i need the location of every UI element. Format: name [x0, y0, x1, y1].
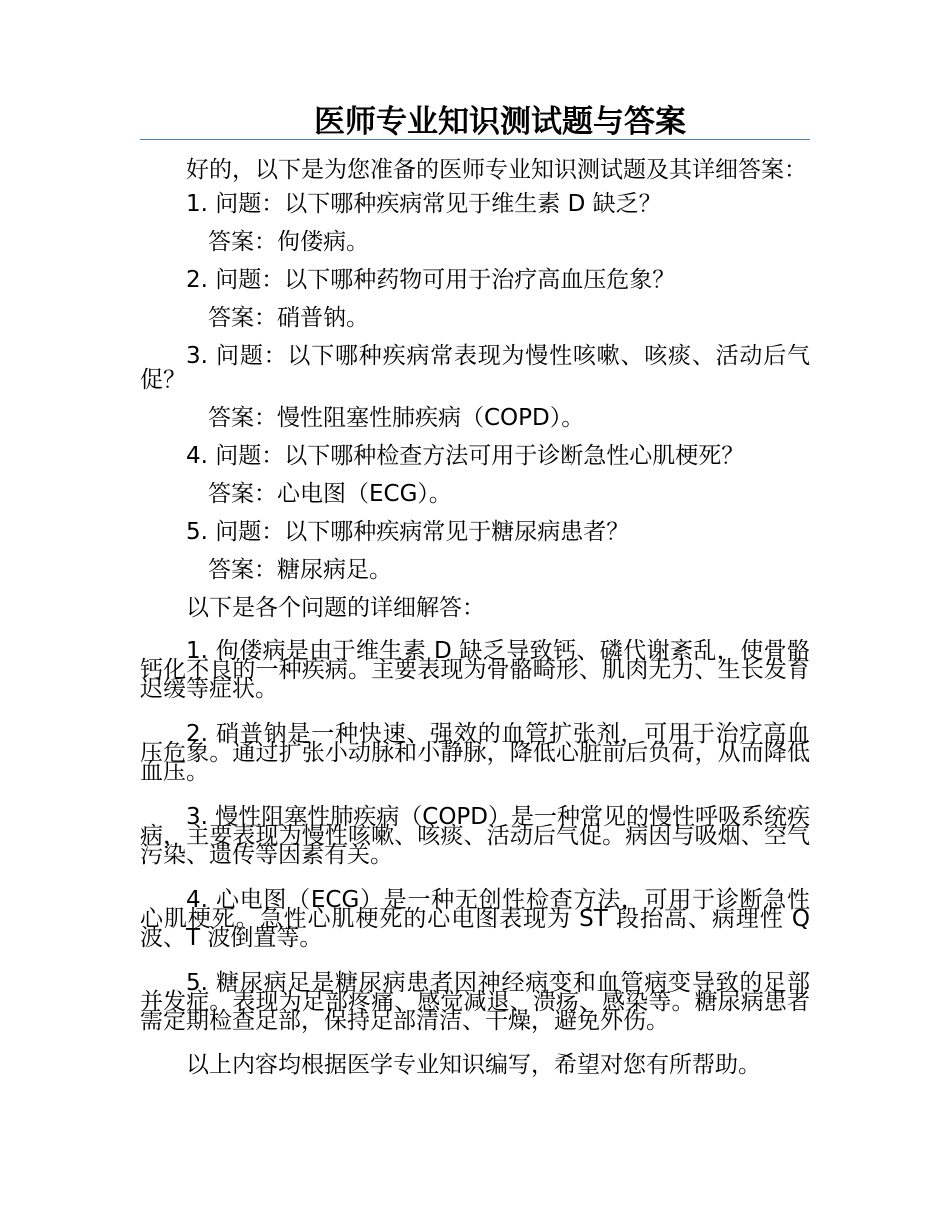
question-3: 3. 问题：以下哪种疾病常表现为慢性咳嗽、咳痰、活动后气促？ — [140, 343, 810, 393]
details-heading: 以下是各个问题的详细解答： — [186, 595, 485, 621]
answer-3: 答案：慢性阻塞性肺疾病（COPD）。 — [208, 405, 585, 431]
question-5: 5. 问题：以下哪种疾病常见于糖尿病患者？ — [186, 519, 630, 545]
document-body — [140, 158, 810, 1077]
detail-1: 1. 佝偻病是由于维生素 D 缺乏导致钙、磷代谢紊乱，使骨骼钙化不良的一种疾病。主要表现为骨骼畸形、肌肉无力、生长发育迟缓等症状。 — [140, 638, 810, 702]
detail-3: 3. 慢性阻塞性肺疾病（COPD）是一种常见的慢性呼吸系统疾病，主要表现为慢性咳嗽、咳痰、活动后气促。病因与吸烟、空气污染、遗传等因素有关。 — [140, 804, 810, 868]
detail-2: 2. 硝普钠是一种快速、强效的血管扩张剂，可用于治疗高血压危象。通过扩张小动脉和小静脉，降低心脏前后负荷，从而降低血压。 — [140, 721, 810, 785]
answer-4: 答案：心电图（ECG）。 — [208, 481, 452, 507]
answer-1: 答案：佝偻病。 — [208, 229, 369, 255]
closing-paragraph: 以上内容均根据医学专业知识编写，希望对您有所帮助。 — [186, 1052, 761, 1078]
question-2: 2. 问题：以下哪种药物可用于治疗高血压危象？ — [186, 267, 676, 293]
answer-2: 答案：硝普钠。 — [208, 305, 369, 331]
question-4: 4. 问题：以下哪种检查方法可用于诊断急性心肌梗死？ — [186, 443, 745, 469]
detail-5: 5. 糖尿病足是糖尿病患者因神经病变和血管病变导致的足部并发症。表现为足部疼痛、感觉减退、溃疡、感染等。糖尿病患者需定期检查足部，保持足部清洁、干燥，避免外伤。 — [140, 970, 810, 1034]
page-title: 医师专业知识测试题与答案 — [314, 104, 686, 140]
answer-5: 答案：糖尿病足。 — [208, 557, 392, 583]
intro-paragraph: 好的，以下是为您准备的医师专业知识测试题及其详细答案： — [186, 157, 807, 183]
detail-4: 4. 心电图（ECG）是一种无创性检查方法，可用于诊断急性心肌梗死。急性心肌梗死的心电图表现为 ST 段抬高、病理性 Q 波、T 波倒置等。 — [140, 887, 810, 951]
title-underline — [140, 139, 810, 140]
question-1: 1. 问题：以下哪种疾病常见于维生素 D 缺乏？ — [186, 191, 662, 217]
